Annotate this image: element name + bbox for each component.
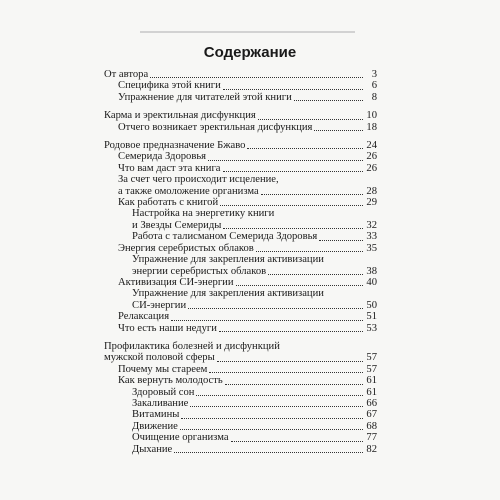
toc-entry: [104, 174, 377, 185]
toc-dot-leader: [208, 160, 363, 161]
toc-page-number: 57: [366, 352, 377, 364]
toc-dot-leader: [319, 240, 363, 241]
toc-entry-title: Работа с талисманом Семерида Здоровья: [132, 231, 318, 243]
toc-entry: [104, 163, 377, 174]
toc-entry-title: Как вернуть молодость: [118, 375, 223, 387]
toc-page-number: 3: [371, 69, 377, 80]
toc-page-number: 28: [366, 185, 377, 197]
toc-page-number: 57: [366, 363, 377, 375]
toc-dot-leader: [258, 119, 363, 120]
toc-entry-title: Здоровый сон: [132, 386, 195, 398]
toc-entry: [104, 288, 377, 299]
toc-entry-title: Упражнение для закрепления активизации: [132, 254, 324, 266]
toc-entry: [104, 323, 377, 334]
toc-entry: [104, 387, 377, 398]
toc-dot-leader: [209, 372, 363, 373]
toc-entry: [104, 151, 377, 162]
toc-entry-title: а также омоложение организма: [118, 185, 259, 197]
toc-entry: [104, 231, 377, 242]
toc-page-number: 24: [366, 140, 377, 152]
toc-entry-title: Настройка на энергетику книги: [132, 208, 275, 220]
toc-entry: [104, 409, 377, 420]
toc-page-number: 66: [366, 397, 377, 409]
toc-page-number: 61: [366, 386, 377, 398]
toc-entry: [104, 432, 377, 443]
toc-dot-leader: [236, 285, 363, 286]
toc-dot-leader: [314, 130, 363, 131]
toc-dot-leader: [181, 418, 363, 419]
toc-entry-title: Карма и эректильная дисфункция: [104, 110, 256, 122]
toc-entry: [104, 220, 377, 231]
toc-page-number: 53: [366, 322, 377, 334]
toc-entry-title: От автора: [104, 69, 149, 80]
toc-page-number: 29: [366, 197, 377, 209]
toc-dot-leader: [223, 228, 363, 229]
toc-entry: [104, 186, 377, 197]
toc-dot-leader: [188, 308, 363, 309]
toc-page-number: 38: [366, 265, 377, 277]
toc-dot-leader: [223, 171, 364, 172]
toc-page-number: 6: [371, 80, 377, 92]
toc-entry-title: Релаксация: [118, 311, 170, 323]
toc-entry: [104, 80, 377, 91]
toc-entry: [104, 311, 377, 322]
toc-entry: [104, 92, 377, 103]
toc-dot-leader: [190, 406, 363, 407]
toc-entry-title: Родовое предназначение Бжаво: [104, 140, 246, 152]
toc-page-number: 50: [366, 299, 377, 311]
toc-dot-leader: [294, 100, 363, 101]
toc-entry: [104, 421, 377, 432]
toc-dot-leader: [150, 77, 363, 78]
toc-entry: [104, 254, 377, 265]
toc-entry-title: СИ-энергии: [132, 299, 187, 311]
toc-dot-leader: [171, 320, 363, 321]
toc-entry-title: Как работать с книгой: [118, 197, 219, 209]
toc-dot-leader: [217, 361, 363, 362]
toc-page-number: 67: [366, 409, 377, 421]
toc-entry-title: Упражнение для закрепления активизации: [132, 288, 324, 300]
toc-page-number: 10: [366, 110, 377, 122]
toc-entry-title: Семерида Здоровья: [118, 151, 207, 163]
toc-page-number: 26: [366, 151, 377, 163]
toc-page-number: 77: [366, 432, 377, 444]
toc-entry-title: Что есть наши недуги: [118, 322, 217, 334]
toc-dot-leader: [180, 429, 363, 430]
toc-entry: [104, 122, 377, 133]
toc-page-number: 68: [366, 420, 377, 432]
toc-entry-title: Дыхание: [132, 443, 173, 455]
header-rule: [140, 31, 355, 33]
page-title: Содержание: [203, 44, 297, 61]
toc-entry-title: Отчего возникает эректильная дисфункция: [118, 121, 313, 133]
toc-entry: [104, 375, 377, 386]
toc-page-number: 33: [366, 231, 377, 243]
toc-entry: [104, 300, 377, 311]
toc-page-number: 35: [366, 242, 377, 254]
toc-entry: [104, 398, 377, 409]
toc-entry: [104, 341, 377, 352]
toc-entry-title: энергии серебристых облаков: [132, 265, 267, 277]
toc-dot-leader: [196, 395, 363, 396]
toc-dot-leader: [219, 331, 363, 332]
toc-entry: [104, 69, 377, 80]
toc-entry: [104, 444, 377, 455]
toc-dot-leader: [225, 384, 363, 385]
toc-dot-leader: [174, 452, 363, 453]
toc-entry-title: Профилактика болезней и дисфункций: [104, 340, 280, 352]
toc-dot-leader: [223, 89, 363, 90]
toc-page-number: 51: [366, 311, 377, 323]
toc-entry-title: Специфика этой книги: [118, 80, 221, 92]
toc-entry: [104, 197, 377, 208]
toc-entry: [104, 364, 377, 375]
toc-page-number: 61: [366, 375, 377, 387]
toc-entry-title: Движение: [132, 420, 178, 432]
toc-entry-title: Активизация СИ-энергии: [118, 276, 234, 288]
toc-entry: [104, 277, 377, 288]
toc-entry: [104, 140, 377, 151]
toc-page-number: 8: [371, 91, 377, 103]
toc-entry: [104, 352, 377, 363]
toc-entry-title: Закаливание: [132, 397, 189, 409]
toc-entry: [104, 208, 377, 219]
toc-entry: [104, 266, 377, 277]
toc-entry: [104, 243, 377, 254]
toc-entry-title: и Звезды Семериды: [132, 219, 222, 231]
toc-entry-title: Очищение организма: [132, 432, 229, 444]
toc-dot-leader: [268, 274, 363, 275]
toc-page-number: 82: [366, 443, 377, 455]
toc-dot-leader: [247, 148, 363, 149]
toc-entry-title: Витамины: [132, 409, 180, 421]
toc-dot-leader: [261, 194, 363, 195]
toc-dot-leader: [220, 205, 363, 206]
toc-entry: [104, 110, 377, 121]
toc-page-number: 26: [366, 162, 377, 174]
toc-entry-title: За счет чего происходит исцеление,: [118, 174, 279, 186]
toc-page-number: 32: [366, 219, 377, 231]
table-of-contents: [104, 69, 377, 455]
toc-dot-leader: [231, 441, 363, 442]
toc-page-number: 40: [366, 276, 377, 288]
toc-page-number: 18: [366, 121, 377, 133]
toc-dot-leader: [256, 251, 363, 252]
toc-entry-title: Упражнение для читателей этой книги: [118, 91, 292, 103]
toc-entry-title: мужской половой сферы: [104, 352, 215, 364]
toc-entry-title: Почему мы стареем: [118, 363, 208, 375]
toc-entry-title: Энергия серебристых облаков: [118, 242, 254, 254]
toc-entry-title: Что вам даст эта книга: [118, 162, 221, 174]
